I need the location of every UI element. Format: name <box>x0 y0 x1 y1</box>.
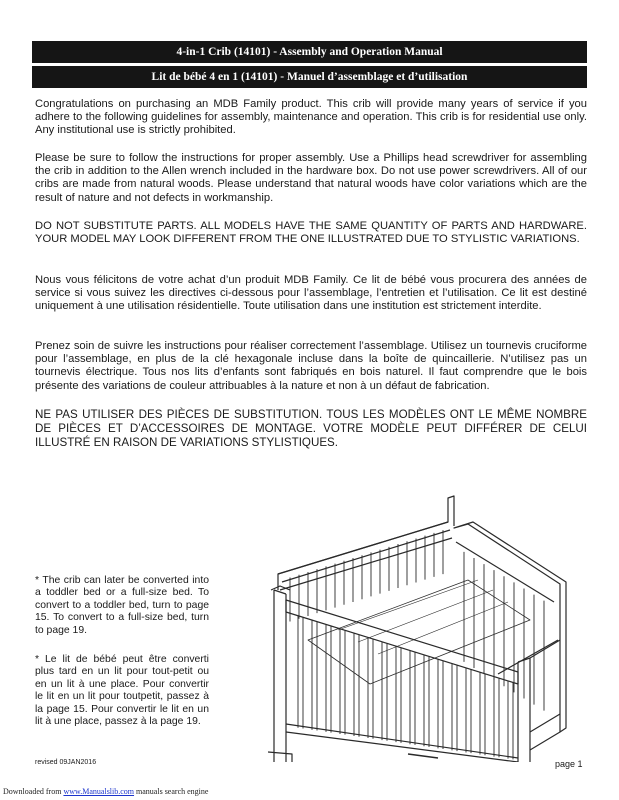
title-bar-english: 4-in-1 Crib (14101) - Assembly and Operation Manual <box>32 41 587 63</box>
instructions-paragraph-en: Please be sure to follow the instructions for proper assembly. Use a Phillips head screwdriver for assembling the crib in addition to the Allen wrench included in the hardware box. Do not use power screwdrivers. All of our cribs are made from natural woods. Please understand that natural woods have color variations which are the result of nature and not defects in workmanship. <box>35 152 587 204</box>
footer-suffix: manuals search engine <box>134 787 209 796</box>
conversion-note-fr: * Le lit de bébé peut être converti plus tard en un lit pour tout-petit ou en un lit à une place. Pour convertir le lit en un lit pour toutpetit, passez à la page 15. Pour convertir le lit en un lit à une place, passez à la page 19. <box>35 654 209 728</box>
instructions-paragraph-fr: Prenez soin de suivre les instructions pour réaliser correctement l’assemblage. Utilisez un tournevis cruciforme pour l’assemblage, en plus de la clé hexagonale incluse dans la boîte de quincaillerie. N’utilisez pas un tournevis électrique. Tous nos lits d’enfants sont fabriqués en bois naturel. Il faut comprendre que le bois présente des variations de couleur attribuables à la nature et non à un défaut de fabrication. <box>35 340 587 392</box>
manualslib-link[interactable]: www.Manualslib.com <box>63 787 135 796</box>
conversion-note-en: * The crib can later be converted into a toddler bed or a full-size bed. To convert to a toddler bed, turn to page 15. To convert to a full-size bed, turn to page 19. <box>35 575 209 636</box>
warning-paragraph-en: DO NOT SUBSTITUTE PARTS. ALL MODELS HAVE THE SAME QUANTITY OF PARTS AND HARDWARE. YOUR MODEL MAY LOOK DIFFERENT FROM THE ONE ILLUSTRATED DUE TO STYLISTIC VARIATIONS. <box>35 220 587 246</box>
intro-paragraph-fr: Nous vous félicitons de votre achat d’un produit MDB Family. Ce lit de bébé vous procurera des années de service si vous suivez les directives ci-dessous pour l’assemblage, l’entretien et l’utilisation. Ce lit est destiné uniquement à une utilisation résidentielle. Toute utilisation dans une institution est strictement interdite. <box>35 274 587 313</box>
title-bar-french: Lit de bébé 4 en 1 (14101) - Manuel d’assemblage et d’utilisation <box>32 66 587 88</box>
download-footer <box>3 787 208 796</box>
revision-date: revised 09JAN2016 <box>35 759 97 766</box>
footer-prefix: Downloaded from <box>3 787 64 796</box>
intro-paragraph-en: Congratulations on purchasing an MDB Family product. This crib will provide many years of service if you adhere to the following guidelines for assembly, maintenance and operation. This crib is for residential use only. Any institutional use is strictly prohibited. <box>35 98 587 137</box>
page-number: page 1 <box>555 759 583 769</box>
warning-paragraph-fr: NE PAS UTILISER DES PIÈCES DE SUBSTITUTION. TOUS LES MODÈLES ONT LE MÊME NOMBRE DE PIÈCES ET D’ACCESSOIRES DE MONTAGE. VOTRE MODÈLE PEUT DIFFÉRER DE CELUI ILLUSTRÉ EN RAISON DE VARIATIONS STYLISTIQUES. <box>35 408 587 449</box>
crib-illustration <box>268 462 588 762</box>
